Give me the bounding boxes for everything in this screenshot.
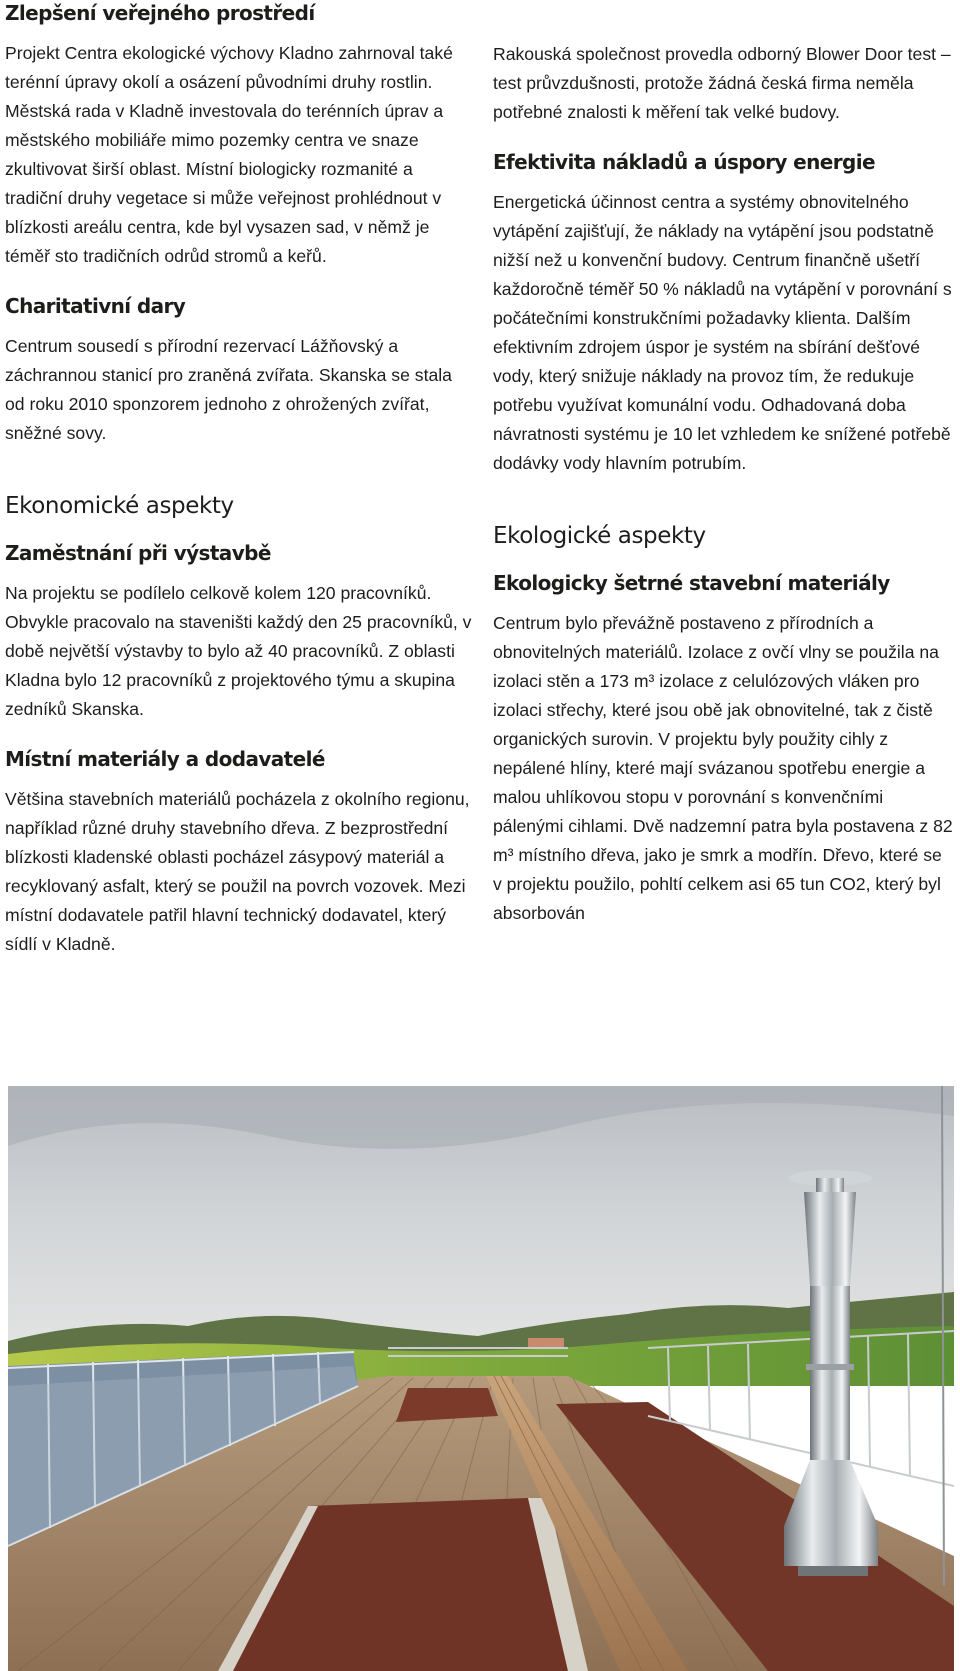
section-title-ecological: Ekologické aspekty [493, 523, 706, 549]
paragraph-cost-efficiency: Energetická účinnost centra a systémy obnovitelného vytápění zajišťují, že náklady na vytápění jsou podstatně nižší než u konvenční budovy. Centrum finančně ušetří každoročně téměř 50 % nákladů na vytápění v porovnání s počátečními konstrukčními požadavky klienta. Dalším efektivním zdrojem úspor je systém na sbírání dešťové vody, který snižuje náklady na provoz tím, že redukuje potřebu využívat komunální vodu. Odhadovaná doba návratnosti systému je 10 let vzhledem ke snížené potřebě dodávky vody hlavním potrubím. [493, 192, 952, 473]
heading-local-materials: Místní materiály a dodavatelé [5, 746, 325, 771]
paragraph-eco-materials: Centrum bylo převážně postaveno z přírodních a obnovitelných materiálů. Izolace z ovčí vlny se použila na izolaci stěn a 173 m³ izolace z celulózových vláken pro izolaci střechy, které jsou obě jak obnovitelné, tak z čistě organických surovin. V projektu byly použity cihly z nepálené hlíny, které mají svázanou spotřebu energie a malou uhlíkovou stopu v porovnání s konvenčními pálenými cihlami. Dvě nadzemní patra byla postavena z 82 m³ místního dřeva, jako je smrk a modřín. Dřevo, které se v projektu použilo, pohltí celkem asi 65 tun CO2, který byl absorbován [493, 612, 953, 923]
paragraph-blower-door: Rakouská společnost provedla odborný Blower Door test – test průvzdušnosti, protože žádná česká firma neměla potřebné znalosti k měření tak velké budovy. [493, 44, 951, 122]
heading-cost-efficiency: Efektivita nákladů a úspory energie [493, 150, 875, 174]
right-column [493, 40, 955, 928]
paragraph-charity: Centrum sousedí s přírodní rezervací Lážňovský a záchrannou stanicí pro zraněná zvířata. Skanska se stala od roku 2010 sponzorem jednoho z ohrožených zvířat, sněžné sovy. [5, 336, 452, 443]
left-column [5, 0, 473, 959]
heading-public-environment: Zlepšení veřejného prostředí [5, 1, 315, 25]
heading-eco-materials: Ekologicky šetrné stavební materiály [493, 570, 890, 595]
heading-employment: Zaměstnání při výstavbě [5, 540, 271, 565]
paragraph-local-materials: Většina stavebních materiálů pocházela z okolního regionu, například různé druhy stavebního dřeva. Z bezprostřední blízkosti kladenské oblasti pocházel zásypový materiál a recyklovaný asfalt, který se použil na povrch vozovek. Mezi místní dodavatele patřil hlavní technický dodavatel, který sídlí v Kladně. [5, 788, 470, 954]
paragraph-public-environment: Projekt Centra ekologické výchovy Kladno zahrnoval také terénní úpravy okolí a osázení původními druhy rostlin. Městská rada v Kladně investovala do terénních úprav a městského mobiliáře mimo pozemky centra ve snaze zkultivovat širší oblast. Místní biologicky rozmanité a tradiční druhy vegetace si může veřejnost prohlédnout v blízkosti areálu centra, kde byl vysazen sad, v němž je téměř sto tradičních odrůd stromů a keřů. [5, 43, 453, 266]
rooftop-photo [8, 1086, 954, 1671]
section-title-economic: Ekonomické aspekty [5, 493, 234, 519]
paragraph-employment: Na projektu se podílelo celkově kolem 120 pracovníků. Obvykle pracovalo na staveništi každý den 25 pracovníků, v době největší výstavby to bylo až 40 pracovníků. Z oblasti Kladna bylo 12 pracovníků z projektového týmu a skupina zedníků Skanska. [5, 582, 472, 719]
heading-charity: Charitativní dary [5, 294, 186, 318]
